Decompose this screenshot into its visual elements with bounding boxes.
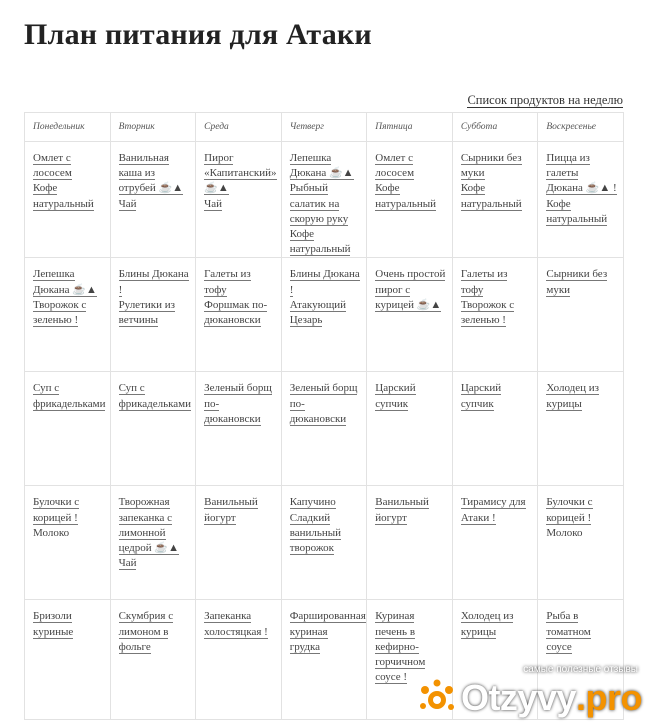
meal-cell-sunday [538, 486, 624, 600]
recipe-link[interactable]: Творожок с зеленью ! [460, 298, 515, 327]
meal-cell-saturday [452, 486, 538, 600]
meal-cell-monday [25, 486, 111, 600]
meal-cell-saturday [452, 142, 538, 258]
meal-cell-sunday [538, 258, 624, 372]
recipe-link[interactable]: Холодец из курицы [460, 610, 514, 638]
recipe-link[interactable]: Творожок с зеленью ! [33, 298, 87, 327]
recipe-link[interactable]: Зеленый борщ по-дюкановски [289, 382, 358, 425]
recipe-link[interactable]: Лепешка Дюкана ☕▲ [33, 268, 97, 296]
column-header-sunday: Воскресенье [538, 113, 624, 142]
watermark-tagline: самые полезные отзывы [523, 664, 638, 675]
recipe-link[interactable]: Блины Дюкана ! [289, 268, 360, 296]
recipe-link[interactable]: Рыбный салатик на скорую руку [289, 182, 349, 225]
meal-cell-wednesday [196, 372, 282, 486]
recipe-link[interactable]: Бризоли куриные [33, 610, 74, 638]
recipe-link[interactable]: Галеты из тофу [460, 268, 508, 296]
recipe-link[interactable]: Омлет с лососем [375, 152, 415, 180]
recipe-link[interactable]: Пирог «Капитанский» ☕▲ [204, 152, 277, 195]
meal-cell-friday [367, 142, 453, 258]
recipe-link[interactable]: Запеканка холостяцкая ! [204, 610, 268, 638]
recipe-link[interactable]: Булочки с корицей ! [546, 496, 593, 524]
recipe-link[interactable]: Рулетики из ветчины [118, 298, 175, 327]
meal-cell-thursday [281, 600, 367, 720]
meal-plan-body [25, 142, 624, 720]
recipe-link[interactable]: Пицца из галеты Дюкана ☕▲ ! [546, 152, 617, 195]
recipe-link[interactable]: Рыба в томатном соусе [546, 610, 591, 653]
recipe-link[interactable]: Суп с фрикадельками [33, 382, 106, 410]
column-header-thursday: Четверг [281, 113, 367, 142]
meal-row [25, 258, 624, 372]
recipe-link[interactable]: Галеты из тофу [204, 268, 251, 296]
meal-cell-monday [25, 600, 111, 720]
recipe-link[interactable]: Сладкий ванильный творожок [289, 511, 342, 555]
meal-cell-friday [367, 258, 453, 372]
meal-cell-wednesday [196, 600, 282, 720]
meal-cell-thursday [281, 372, 367, 486]
meal-cell-thursday [281, 142, 367, 258]
meal-plan-table [24, 112, 624, 720]
recipe-link[interactable]: Чай [204, 197, 223, 210]
meal-cell-sunday [538, 142, 624, 258]
meal-row [25, 142, 624, 258]
meal-cell-wednesday [196, 258, 282, 372]
column-header-wednesday: Среда [196, 113, 282, 142]
watermark-logo [415, 676, 642, 720]
recipe-link[interactable]: Царский супчик [460, 382, 502, 410]
meal-cell-friday [367, 372, 453, 486]
meal-cell-wednesday [196, 142, 282, 258]
page-title: План питания для Атаки [24, 18, 372, 51]
meal-cell-tuesday [110, 372, 196, 486]
meal-cell-saturday [452, 372, 538, 486]
recipe-link[interactable]: Чай [118, 197, 137, 210]
meal-cell-friday [367, 486, 453, 600]
recipe-link[interactable]: Скумбрия с лимоном в фольге [118, 610, 174, 653]
recipe-link[interactable]: Тирамису для Атаки ! [460, 496, 526, 524]
recipe-link[interactable]: Форшмак по-дюкановски [204, 298, 268, 327]
recipe-link[interactable]: Кофе натуральный [460, 182, 522, 210]
meal-cell-thursday [281, 258, 367, 372]
meal-cell-monday [25, 372, 111, 486]
meal-cell-thursday [281, 486, 367, 600]
recipe-link[interactable]: Омлет с лососем [33, 152, 72, 180]
watermark-brand: Otzyvy [460, 677, 576, 718]
recipe-link[interactable]: Зеленый борщ по-дюкановски [204, 382, 272, 425]
meal-item-text: Молоко [33, 526, 70, 539]
meal-cell-tuesday [110, 600, 196, 720]
recipe-link[interactable]: Ванильный йогурт [204, 496, 258, 524]
recipe-link[interactable]: Фаршированная куриная грудка [289, 610, 366, 653]
recipe-link[interactable]: Ванильная каша из отрубей ☕▲ [118, 152, 184, 195]
recipe-link[interactable]: Кофе натуральный [33, 182, 94, 210]
recipe-link[interactable]: Блины Дюкана ! [118, 268, 189, 296]
meal-cell-tuesday [110, 142, 196, 258]
recipe-link[interactable]: Суп с фрикадельками [118, 382, 192, 410]
recipe-link[interactable]: Капучино [289, 496, 336, 509]
recipe-link[interactable]: Куриная печень в кефирно-горчичном соусе ! [375, 610, 426, 684]
recipe-link[interactable]: Холодец из курицы [546, 382, 600, 410]
meal-cell-tuesday [110, 486, 196, 600]
meal-row [25, 486, 624, 600]
recipe-link[interactable]: Ванильный йогурт [375, 496, 429, 524]
recipe-link[interactable]: Булочки с корицей ! [33, 496, 80, 524]
meal-cell-monday [25, 258, 111, 372]
recipe-link[interactable]: Лепешка Дюкана ☕▲ [289, 152, 354, 180]
column-header-monday: Понедельник [25, 113, 111, 142]
meal-cell-wednesday [196, 486, 282, 600]
meal-cell-monday [25, 142, 111, 258]
meal-cell-saturday [452, 258, 538, 372]
column-header-friday: Пятница [367, 113, 453, 142]
column-header-tuesday: Вторник [110, 113, 196, 142]
recipe-link[interactable]: Кофе натуральный [375, 182, 437, 210]
column-header-saturday: Суббота [452, 113, 538, 142]
recipe-link[interactable]: Атакующий Цезарь [289, 298, 347, 327]
meal-row [25, 372, 624, 486]
meal-item-text: Молоко [546, 526, 583, 539]
recipe-link[interactable]: Сырники без муки [546, 268, 608, 296]
recipe-link[interactable]: Царский супчик [375, 382, 416, 410]
meal-cell-sunday [538, 372, 624, 486]
recipe-link[interactable]: Чай [118, 557, 137, 570]
table-header-row [25, 113, 624, 142]
otzyvy-logo-icon [415, 676, 459, 720]
recipe-link[interactable]: Сырники без муки [460, 152, 522, 180]
recipe-link[interactable]: Кофе натуральный [546, 197, 608, 225]
recipe-link[interactable]: Очень простой пирог с курицей ☕▲ [375, 268, 446, 311]
recipe-link[interactable]: Кофе натуральный [289, 228, 351, 256]
meal-cell-tuesday [110, 258, 196, 372]
watermark-tld: .pro [576, 677, 642, 718]
recipe-link[interactable]: Творожная запеканка с лимонной цедрой ☕▲ [118, 496, 180, 555]
shopping-list-link[interactable]: Список продуктов на неделю [467, 93, 623, 107]
